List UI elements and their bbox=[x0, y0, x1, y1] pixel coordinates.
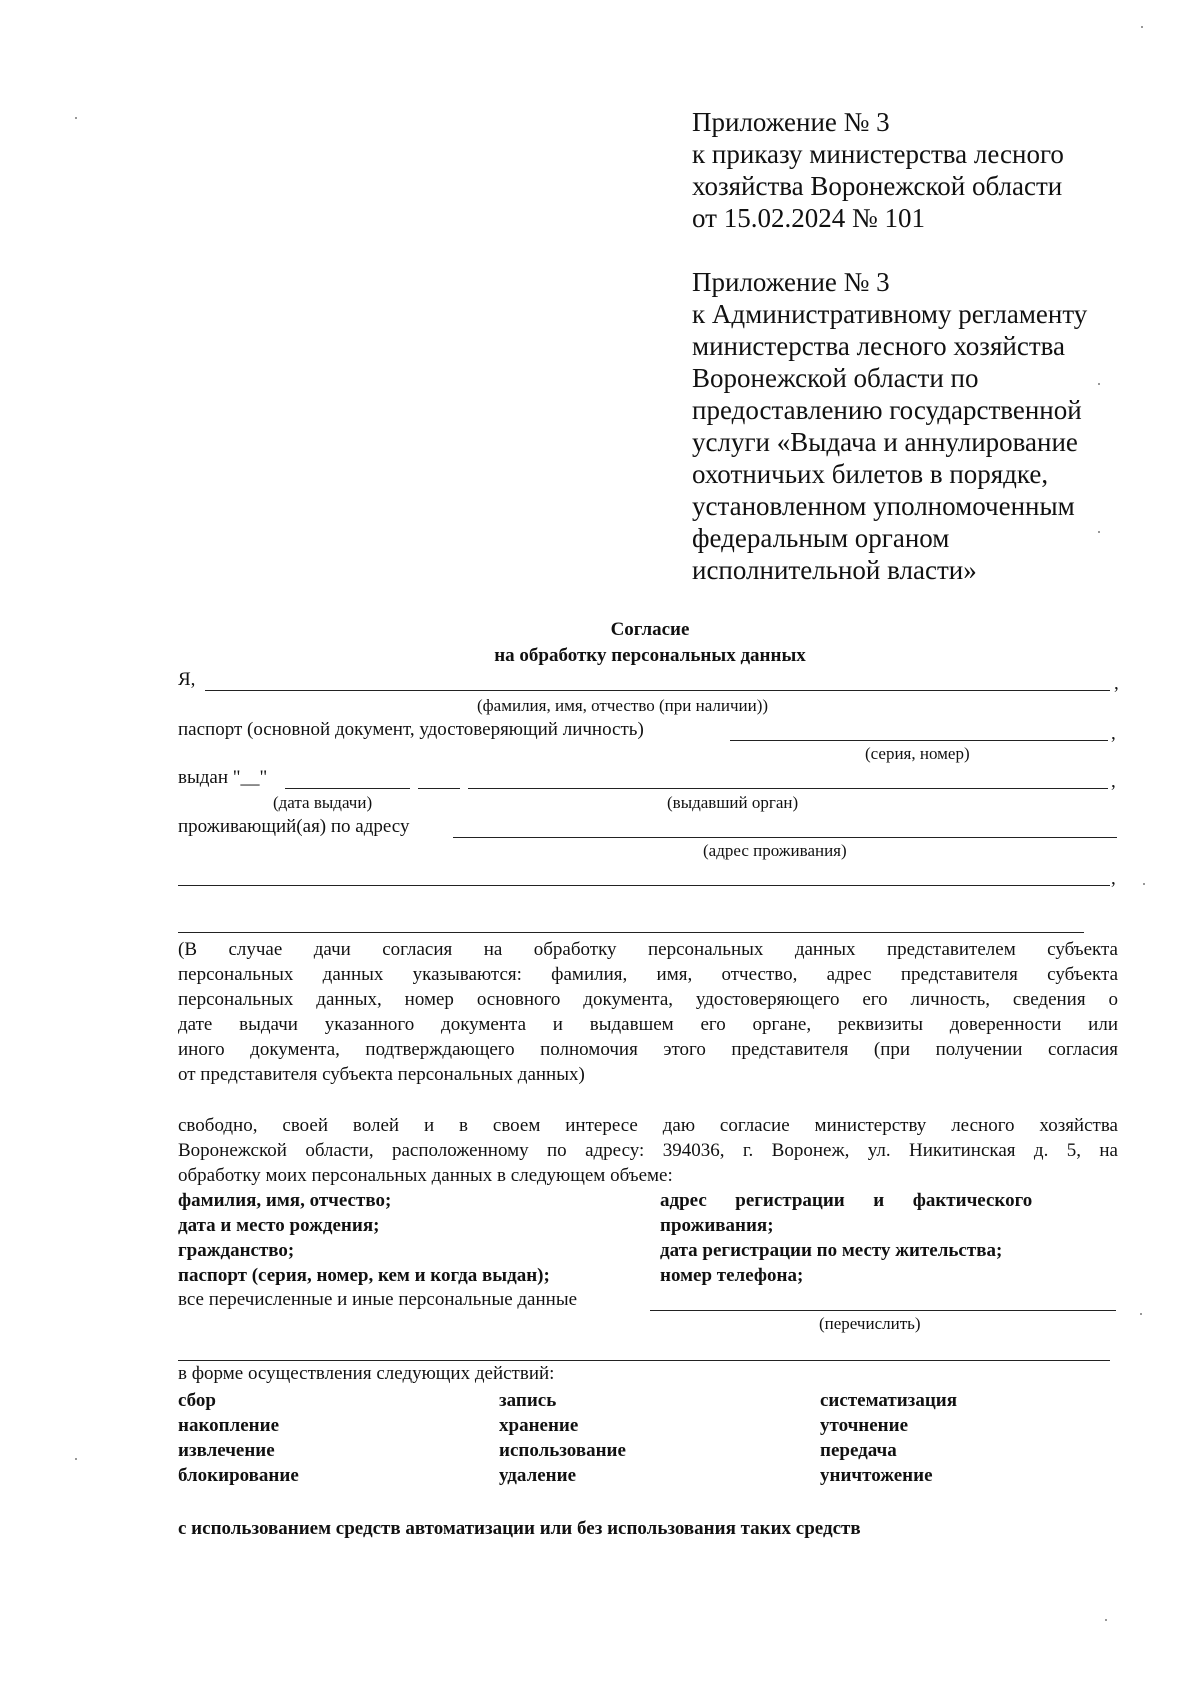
regulation-header-line: охотничьих билетов в порядке, bbox=[692, 459, 1049, 489]
data-scope-item: гражданство; bbox=[178, 1240, 295, 1261]
comma: , bbox=[1111, 771, 1116, 792]
order-header-line: от 15.02.2024 № 101 bbox=[692, 203, 925, 233]
data-scope-item: проживания; bbox=[660, 1215, 774, 1236]
passport-caption: (серия, номер) bbox=[865, 744, 970, 763]
regulation-header-line: министерства лесного хозяйства bbox=[692, 331, 1065, 361]
scan-speck bbox=[75, 1458, 77, 1460]
regulation-header-line: к Административному регламенту bbox=[692, 299, 1088, 329]
passport-label: паспорт (основной документ, удостоверяющий личность) bbox=[178, 719, 644, 740]
action-item: извлечение bbox=[178, 1440, 275, 1461]
passport-field[interactable] bbox=[730, 740, 1108, 741]
consent-paragraph bbox=[178, 1113, 1118, 1188]
representative-paragraph bbox=[178, 937, 1118, 1087]
address-caption: (адрес проживания) bbox=[703, 841, 847, 860]
regulation-header-line: услуги «Выдача и аннулирование bbox=[692, 427, 1078, 457]
other-data-field-continued[interactable] bbox=[178, 1360, 1110, 1361]
actions-col-1 bbox=[178, 1388, 299, 1488]
regulation-header-line: исполнительной власти» bbox=[692, 555, 977, 585]
data-scope-item: номер телефона; bbox=[660, 1265, 804, 1286]
regulation-header-line: федеральным органом bbox=[692, 523, 950, 553]
actions-intro: в форме осуществления следующих действий: bbox=[178, 1363, 555, 1384]
data-scope-item: паспорт (серия, номер, кем и когда выдан); bbox=[178, 1265, 550, 1286]
order-header-line: Приложение № 3 bbox=[692, 107, 890, 137]
final-line: с использованием средств автоматизации или без использования таких средств bbox=[178, 1518, 861, 1539]
paragraph-line: персональных данных, номер основного документа, удостоверяющего его личность, сведения о bbox=[178, 989, 1118, 1010]
scan-speck bbox=[1098, 383, 1100, 385]
scan-speck bbox=[1105, 1619, 1107, 1621]
scan-speck bbox=[1141, 26, 1143, 28]
document-title: Согласие bbox=[610, 619, 690, 640]
full-name-caption: (фамилия, имя, отчество (при наличии)) bbox=[477, 696, 769, 715]
regulation-header-line: Приложение № 3 bbox=[692, 267, 890, 297]
action-item: блокирование bbox=[178, 1465, 299, 1486]
action-item: передача bbox=[820, 1440, 897, 1461]
address-field[interactable] bbox=[453, 837, 1117, 838]
data-scope-left bbox=[178, 1188, 550, 1288]
other-data-field[interactable] bbox=[650, 1310, 1116, 1311]
issued-label: выдан "__" bbox=[178, 767, 268, 788]
action-item: систематизация bbox=[820, 1390, 957, 1411]
address-label: проживающий(ая) по адресу bbox=[178, 816, 410, 837]
paragraph-line: иного документа, подтверждающего полномочия этого представителя (при получении согласия bbox=[178, 1039, 1118, 1060]
scan-speck bbox=[1143, 883, 1145, 885]
data-scope-item: адрес регистрации и фактического bbox=[660, 1190, 1033, 1211]
other-data-caption: (перечислить) bbox=[819, 1314, 921, 1333]
action-item: сбор bbox=[178, 1390, 216, 1411]
comma: , bbox=[1111, 868, 1116, 889]
regulation-header-line: Воронежской области по bbox=[692, 363, 979, 393]
action-item: использование bbox=[499, 1440, 626, 1461]
data-scope-item: фамилия, имя, отчество; bbox=[178, 1190, 392, 1211]
scan-speck bbox=[75, 117, 77, 119]
document-subtitle: на обработку персональных данных bbox=[494, 645, 806, 666]
order-header-line: к приказу министерства лесного bbox=[692, 139, 1064, 169]
paragraph-line: от представителя субъекта персональных данных) bbox=[178, 1064, 585, 1085]
scan-speck bbox=[1140, 1313, 1142, 1315]
order-header-line: хозяйства Воронежской области bbox=[692, 171, 1063, 201]
representative-field[interactable] bbox=[178, 932, 1084, 933]
regulation-header bbox=[692, 266, 1112, 586]
scan-speck bbox=[1098, 531, 1100, 533]
address-field-continued[interactable] bbox=[178, 885, 1110, 886]
paragraph-line: дате выдачи указанного документа и выдавшем его органе, реквизиты доверенности или bbox=[178, 1014, 1118, 1035]
issued-by-field[interactable] bbox=[468, 788, 1108, 789]
ya-label: Я, bbox=[178, 669, 196, 690]
action-item: уточнение bbox=[820, 1415, 909, 1436]
issued-by-caption: (выдавший орган) bbox=[667, 793, 799, 812]
full-name-field[interactable] bbox=[205, 690, 1110, 691]
issued-month-field[interactable] bbox=[285, 788, 410, 789]
action-item: запись bbox=[499, 1390, 557, 1411]
order-header bbox=[692, 106, 1112, 234]
action-item: удаление bbox=[499, 1465, 577, 1486]
paragraph-line: обработку моих персональных данных в следующем объеме: bbox=[178, 1165, 673, 1186]
paragraph-line: персональных данных указываются: фамилия, имя, отчество, адрес представителя субъекта bbox=[178, 964, 1118, 985]
comma: , bbox=[1111, 723, 1116, 744]
data-scope-item: дата регистрации по месту жительства; bbox=[660, 1240, 1003, 1261]
actions-col-2 bbox=[499, 1388, 626, 1488]
issued-year-field[interactable] bbox=[418, 788, 460, 789]
action-item: уничтожение bbox=[820, 1465, 933, 1486]
action-item: хранение bbox=[499, 1415, 579, 1436]
regulation-header-line: установленном уполномоченным bbox=[692, 491, 1075, 521]
regulation-header-line: предоставлению государственной bbox=[692, 395, 1082, 425]
issued-date-caption: (дата выдачи) bbox=[273, 793, 373, 812]
actions-col-3 bbox=[820, 1388, 957, 1488]
comma: , bbox=[1114, 673, 1119, 694]
data-scope-item: дата и место рождения; bbox=[178, 1215, 380, 1236]
other-data-label: все перечисленные и иные персональные данные bbox=[178, 1289, 578, 1310]
data-scope-right bbox=[660, 1188, 1120, 1288]
paragraph-line: (В случае дачи согласия на обработку персональных данных представителем субъекта bbox=[178, 939, 1118, 960]
action-item: накопление bbox=[178, 1415, 280, 1436]
paragraph-line: Воронежской области, расположенному по адресу: 394036, г. Воронеж, ул. Никитинская д. 5, на bbox=[178, 1140, 1118, 1161]
paragraph-line: свободно, своей волей и в своем интересе даю согласие министерству лесного хозяйства bbox=[178, 1115, 1118, 1136]
